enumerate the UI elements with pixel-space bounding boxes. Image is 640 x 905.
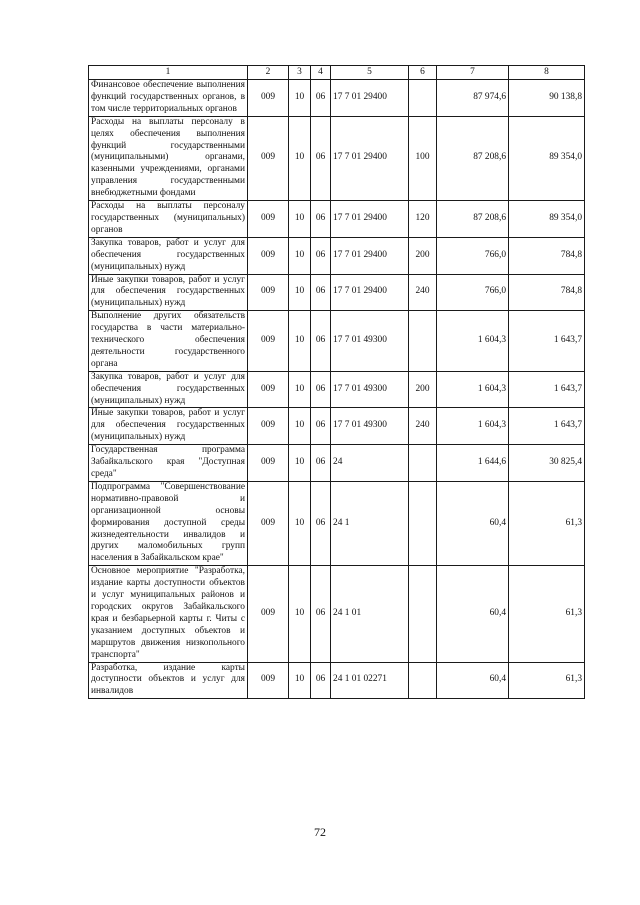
subsection-cell: 06 [311, 80, 331, 117]
expense-name-cell: Государственная программа Забайкальского края "Доступная среда" [89, 445, 248, 482]
expense-kind-cell: 100 [409, 116, 437, 200]
expense-kind-cell [409, 311, 437, 372]
section-cell: 10 [289, 80, 311, 117]
amount-year2-cell: 89 354,0 [509, 116, 585, 200]
header-cell: 4 [311, 66, 331, 80]
expense-kind-cell [409, 662, 437, 699]
amount-year1-cell: 87 208,6 [437, 116, 509, 200]
expense-kind-cell: 240 [409, 274, 437, 311]
amount-year2-cell: 61,3 [509, 566, 585, 662]
page-number: 72 [314, 825, 326, 839]
admin-code-cell: 009 [248, 481, 289, 565]
expense-kind-cell [409, 481, 437, 565]
expense-kind-cell: 120 [409, 201, 437, 238]
header-cell: 7 [437, 66, 509, 80]
header-cell: 5 [331, 66, 409, 80]
expense-name-cell: Основное мероприятие "Разработка, издание карты доступности объектов и услуг муниципальных районов и городских округов Забайкальского края и безбарьерной карты г. Читы с указанием доступных объектов и маршрутов движения низкопольного транспорта" [89, 566, 248, 662]
admin-code-cell: 009 [248, 80, 289, 117]
target-item-cell: 17 7 01 29400 [331, 274, 409, 311]
amount-year2-cell: 1 643,7 [509, 408, 585, 445]
table-row [89, 116, 585, 200]
table-row [89, 662, 585, 699]
amount-year1-cell: 60,4 [437, 566, 509, 662]
subsection-cell: 06 [311, 311, 331, 372]
amount-year1-cell: 87 974,6 [437, 80, 509, 117]
expense-name-cell: Расходы на выплаты персоналу в целях обеспечения выполнения функций государственными (муниципальными) органами, казенными учреждениями, органами управления государственными внебюджетными фондами [89, 116, 248, 200]
target-item-cell: 17 7 01 29400 [331, 237, 409, 274]
section-cell: 10 [289, 274, 311, 311]
expense-name-cell: Разработка, издание карты доступности объектов и услуг для инвалидов [89, 662, 248, 699]
subsection-cell: 06 [311, 274, 331, 311]
target-item-cell: 17 7 01 29400 [331, 116, 409, 200]
amount-year2-cell: 90 138,8 [509, 80, 585, 117]
expense-name-cell: Подпрограмма "Совершенствование нормативно-правовой и организационной основы формирования доступной среды жизнедеятельности инвалидов и других маломобильных групп населения в Забайкальском крае" [89, 481, 248, 565]
target-item-cell: 24 [331, 445, 409, 482]
target-item-cell: 17 7 01 49300 [331, 408, 409, 445]
amount-year1-cell: 1 604,3 [437, 408, 509, 445]
admin-code-cell: 009 [248, 274, 289, 311]
table-row [89, 237, 585, 274]
section-cell: 10 [289, 201, 311, 238]
section-cell: 10 [289, 408, 311, 445]
header-cell: 3 [289, 66, 311, 80]
header-row [89, 66, 585, 80]
amount-year2-cell: 61,3 [509, 481, 585, 565]
header-cell: 1 [89, 66, 248, 80]
section-cell: 10 [289, 371, 311, 408]
table-row [89, 274, 585, 311]
admin-code-cell: 009 [248, 311, 289, 372]
table-row [89, 311, 585, 372]
admin-code-cell: 009 [248, 201, 289, 238]
amount-year1-cell: 766,0 [437, 274, 509, 311]
target-item-cell: 24 1 01 [331, 566, 409, 662]
target-item-cell: 17 7 01 49300 [331, 311, 409, 372]
admin-code-cell: 009 [248, 445, 289, 482]
table-row [89, 445, 585, 482]
table-row [89, 371, 585, 408]
admin-code-cell: 009 [248, 116, 289, 200]
amount-year1-cell: 1 644,6 [437, 445, 509, 482]
section-cell: 10 [289, 237, 311, 274]
expense-name-cell: Финансовое обеспечение выполнения функций государственных органов, в том числе территориальных органов [89, 80, 248, 117]
section-cell: 10 [289, 481, 311, 565]
admin-code-cell: 009 [248, 566, 289, 662]
admin-code-cell: 009 [248, 371, 289, 408]
header-cell: 8 [509, 66, 585, 80]
amount-year2-cell: 89 354,0 [509, 201, 585, 238]
admin-code-cell: 009 [248, 237, 289, 274]
target-item-cell: 17 7 01 49300 [331, 371, 409, 408]
expense-kind-cell [409, 566, 437, 662]
expense-kind-cell [409, 445, 437, 482]
budget-table [88, 65, 585, 699]
table-row [89, 80, 585, 117]
amount-year1-cell: 1 604,3 [437, 371, 509, 408]
header-cell: 6 [409, 66, 437, 80]
subsection-cell: 06 [311, 662, 331, 699]
section-cell: 10 [289, 116, 311, 200]
subsection-cell: 06 [311, 408, 331, 445]
subsection-cell: 06 [311, 116, 331, 200]
expense-kind-cell: 240 [409, 408, 437, 445]
admin-code-cell: 009 [248, 408, 289, 445]
subsection-cell: 06 [311, 371, 331, 408]
amount-year2-cell: 784,8 [509, 237, 585, 274]
target-item-cell: 17 7 01 29400 [331, 201, 409, 238]
expense-name-cell: Закупка товаров, работ и услуг для обеспечения государственных (муниципальных) нужд [89, 237, 248, 274]
target-item-cell: 24 1 01 02271 [331, 662, 409, 699]
table-row [89, 408, 585, 445]
section-cell: 10 [289, 445, 311, 482]
table-row [89, 201, 585, 238]
expense-name-cell: Расходы на выплаты персоналу государственных (муниципальных) органов [89, 201, 248, 238]
subsection-cell: 06 [311, 481, 331, 565]
table-row [89, 566, 585, 662]
amount-year2-cell: 61,3 [509, 662, 585, 699]
admin-code-cell: 009 [248, 662, 289, 699]
subsection-cell: 06 [311, 445, 331, 482]
amount-year1-cell: 60,4 [437, 662, 509, 699]
subsection-cell: 06 [311, 566, 331, 662]
expense-name-cell: Иные закупки товаров, работ и услуг для обеспечения государственных (муниципальных) нужд [89, 274, 248, 311]
expense-kind-cell: 200 [409, 237, 437, 274]
table-row [89, 481, 585, 565]
header-cell: 2 [248, 66, 289, 80]
amount-year2-cell: 30 825,4 [509, 445, 585, 482]
expense-kind-cell: 200 [409, 371, 437, 408]
subsection-cell: 06 [311, 237, 331, 274]
expense-kind-cell [409, 80, 437, 117]
target-item-cell: 17 7 01 29400 [331, 80, 409, 117]
subsection-cell: 06 [311, 201, 331, 238]
amount-year2-cell: 784,8 [509, 274, 585, 311]
expense-name-cell: Закупка товаров, работ и услуг для обеспечения государственных (муниципальных) нужд [89, 371, 248, 408]
amount-year2-cell: 1 643,7 [509, 311, 585, 372]
section-cell: 10 [289, 566, 311, 662]
amount-year2-cell: 1 643,7 [509, 371, 585, 408]
section-cell: 10 [289, 662, 311, 699]
amount-year1-cell: 60,4 [437, 481, 509, 565]
section-cell: 10 [289, 311, 311, 372]
amount-year1-cell: 1 604,3 [437, 311, 509, 372]
amount-year1-cell: 87 208,6 [437, 201, 509, 238]
expense-name-cell: Выполнение других обязательств государства в части материально-технического обеспечения деятельности государственного органа [89, 311, 248, 372]
amount-year1-cell: 766,0 [437, 237, 509, 274]
target-item-cell: 24 1 [331, 481, 409, 565]
expense-name-cell: Иные закупки товаров, работ и услуг для обеспечения государственных (муниципальных) нужд [89, 408, 248, 445]
